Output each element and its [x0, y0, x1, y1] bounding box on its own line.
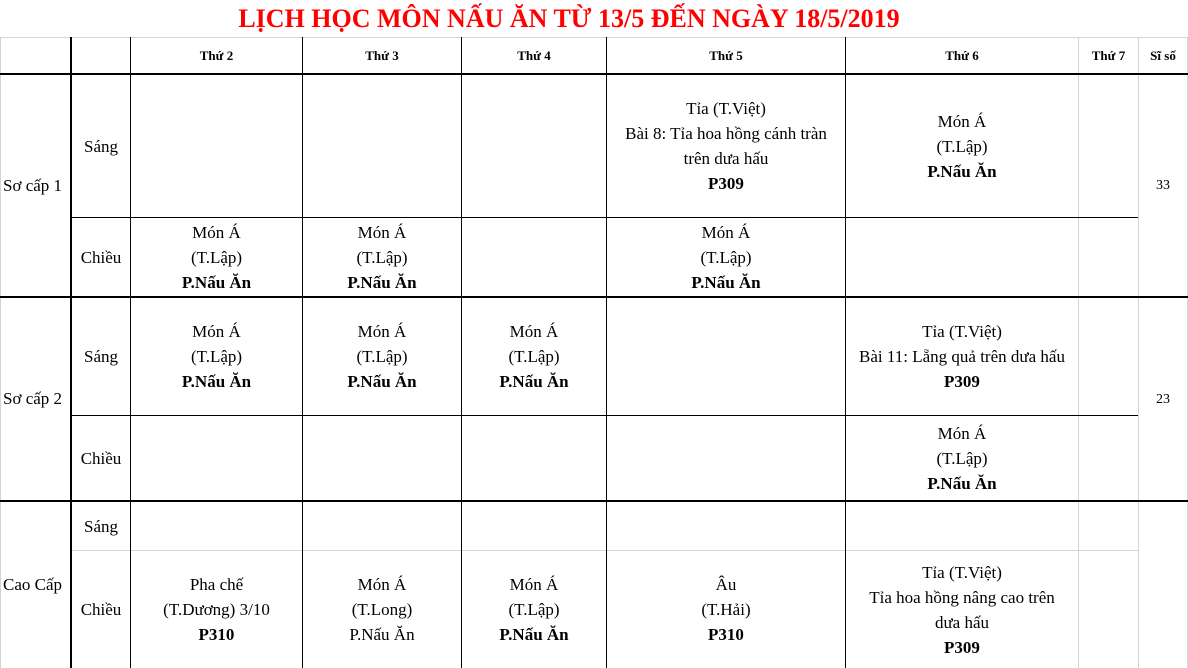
schedule-cell: Âu (T.Hải) P310 [701, 575, 751, 644]
schedule-cell: Món Á (T.Lập) P.Nấu Ăn [691, 222, 761, 292]
header-si-so: Sĩ số [1150, 48, 1176, 63]
schedule-cell: Món Á (T.Lập) P.Nấu Ăn [347, 322, 417, 391]
header-thu-4: Thứ 4 [517, 48, 551, 63]
schedule-cell: Pha chế (T.Dương) 3/10 P310 [163, 575, 270, 644]
session-chieu: Chiều [80, 247, 122, 267]
schedule-cell: Món Á (T.Long) P.Nấu Ăn [349, 575, 415, 644]
header-thu-7: Thứ 7 [1091, 48, 1126, 63]
header-thu-5: Thứ 5 [709, 48, 743, 63]
schedule-cell: Món Á (T.Lập) P.Nấu Ăn [181, 222, 252, 292]
level-so-cap-2: Sơ cấp 2 [3, 389, 63, 408]
schedule-cell: Tỉa (T.Việt) Bài 11: Lẵng quả trên dưa hấu P309 [859, 322, 1065, 391]
schedule-cell: Món Á (T.Lập) P.Nấu Ăn [181, 322, 252, 391]
level-so-cap-1: Sơ cấp 1 [3, 175, 63, 195]
session-chieu: Chiều [80, 448, 122, 468]
schedule-cell: Món Á (T.Lập) P.Nấu Ăn [927, 423, 997, 493]
header-thu-3: Thứ 3 [365, 48, 399, 63]
schedule-cell: Tỉa (T.Việt) Bài 8: Tỉa hoa hồng cánh tràn trên dưa hấu P309 [625, 99, 827, 193]
schedule-cell: Tỉa (T.Việt) Tỉa hoa hồng nâng cao trên dưa hấu P309 [869, 562, 1055, 657]
student-count: 33 [1156, 178, 1170, 193]
session-sang: Sáng [84, 347, 118, 366]
schedule-cell: Món Á (T.Lập) P.Nấu Ăn [499, 575, 569, 644]
session-chieu: Chiều [80, 600, 122, 619]
header-thu-6: Thứ 6 [945, 48, 979, 63]
session-sang: Sáng [84, 136, 118, 156]
session-sang: Sáng [84, 516, 118, 536]
level-cao-cap: Cao Cấp [3, 575, 63, 594]
header-thu-2: Thứ 2 [199, 48, 234, 63]
schedule-cell: Món Á (T.Lập) P.Nấu Ăn [927, 111, 997, 181]
schedule-cell: Món Á (T.Lập) P.Nấu Ăn [347, 222, 417, 292]
student-count: 23 [1156, 391, 1170, 407]
page-title: LỊCH HỌC MÔN NẤU ĂN TỪ 13/5 ĐẾN NGÀY 18/5/2019 [238, 4, 900, 33]
schedule-cell: Món Á (T.Lập) P.Nấu Ăn [499, 322, 569, 391]
